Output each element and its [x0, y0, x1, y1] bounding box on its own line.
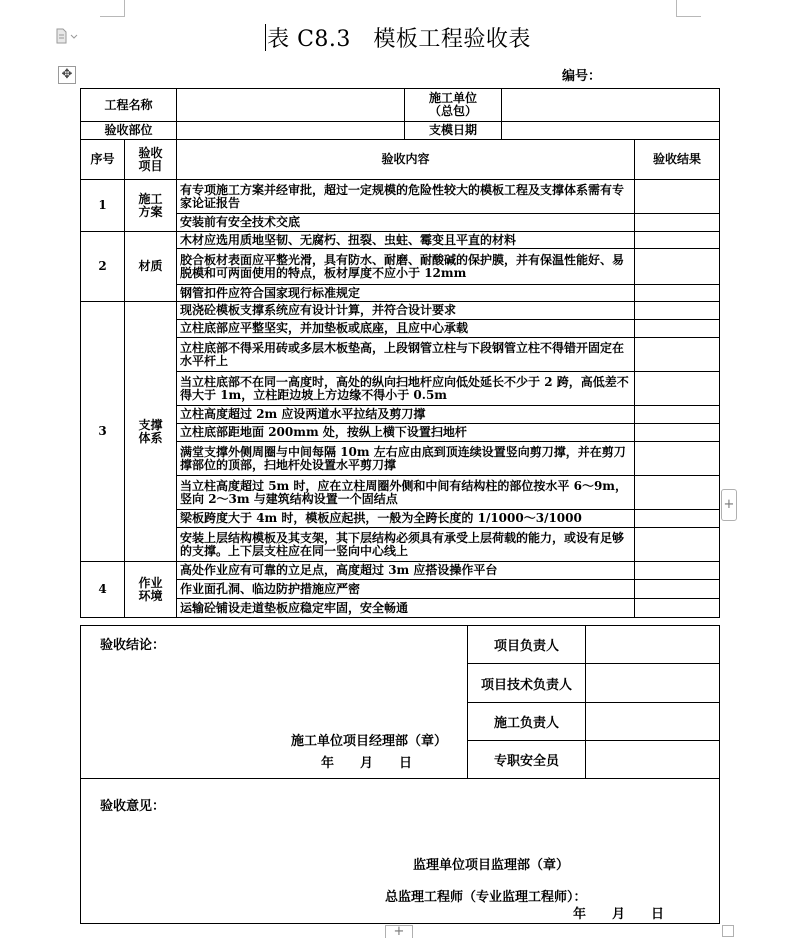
check-item: 现浇砼模板支撑系统应有设计计算，并符合设计要求	[177, 302, 635, 320]
result-cell[interactable]	[635, 372, 720, 406]
check-item: 安装上层结构模板及其支架，其下层结构必须具有承受上层荷载的能力，或设有足够的支撑。上下层支柱应在同一竖向中心线上	[177, 528, 635, 562]
resize-handle[interactable]	[722, 925, 734, 937]
opinion-signer: 监理单位项目监理部（章）	[413, 858, 570, 873]
check-item: 胶合板材表面应平整光滑，具有防水、耐磨、耐酸碱的保护膜，并有保温性能好、易脱模和可两面使用的特点，板材厚度不应小于 12mm	[177, 249, 635, 285]
check-item: 立柱高度超过 2m 应设两道水平拉结及剪刀撑	[177, 406, 635, 424]
col-item	[125, 140, 177, 180]
opinion-date: 年 月 日	[573, 907, 665, 922]
section-seq: 1	[81, 180, 125, 232]
section-name-line1: 施工	[138, 191, 163, 206]
check-item: 当立柱高度超过 5m 时，应在立柱周圈外侧和中间有结构柱的部位按水平 6～9m，竖向 2～3m 与建筑结构设置一个固结点	[177, 476, 635, 510]
conclusion-signer: 施工单位项目经理部（章）	[291, 734, 448, 749]
location-value[interactable]	[177, 122, 405, 140]
result-cell[interactable]	[635, 302, 720, 320]
location-label: 验收部位	[81, 122, 177, 140]
check-item: 作业面孔洞、临边防护措施应严密	[177, 580, 635, 599]
section-name	[125, 180, 177, 232]
col-content: 验收内容	[177, 140, 635, 180]
plus-icon[interactable]: +	[721, 489, 737, 521]
signature-table	[80, 625, 720, 924]
check-item: 有专项施工方案并经审批，超过一定规模的危险性较大的模板工程及支撑体系需有专家论证报告	[177, 180, 635, 214]
result-cell[interactable]	[635, 424, 720, 442]
page-title: 表 C8.3 模板工程验收表	[267, 27, 531, 52]
result-cell[interactable]	[635, 338, 720, 372]
col-seq: 序号	[81, 140, 125, 180]
opinion-engineer: 总监理工程师（专业监理工程师）：	[385, 890, 587, 905]
role-signature[interactable]	[586, 741, 720, 779]
plus-icon[interactable]: +	[385, 925, 413, 938]
role-label: 项目负责人	[468, 626, 586, 664]
role-label: 施工负责人	[468, 703, 586, 741]
section-name-line1: 作业	[138, 575, 163, 590]
section-seq: 2	[81, 232, 125, 302]
check-item: 立柱底部应平整坚实，并加垫板或底座，且应中心承载	[177, 320, 635, 338]
result-cell[interactable]	[635, 249, 720, 285]
number-label: 编号：	[562, 69, 602, 84]
check-item: 立柱底部距地面 200mm 处，按纵上横下设置扫地杆	[177, 424, 635, 442]
role-label: 专职安全员	[468, 741, 586, 779]
date-label: 支模日期	[405, 122, 502, 140]
conclusion-label: 验收结论：	[100, 638, 166, 653]
project-name-label: 工程名称	[81, 89, 177, 122]
result-cell[interactable]	[635, 510, 720, 528]
section-name	[125, 232, 177, 302]
section-name-line2: 方案	[138, 204, 163, 219]
result-cell[interactable]	[635, 214, 720, 232]
result-cell[interactable]	[635, 232, 720, 249]
section-name-line2: 环境	[138, 588, 163, 603]
contractor-label-line1: 施工单位	[429, 91, 478, 105]
inspection-table	[80, 88, 720, 618]
section-seq: 3	[81, 302, 125, 562]
result-cell[interactable]	[635, 599, 720, 618]
crop-mark	[124, 0, 125, 16]
section-name	[125, 562, 177, 618]
col-item-line1: 验收	[138, 145, 163, 160]
date-value[interactable]	[502, 122, 720, 140]
result-cell[interactable]	[635, 285, 720, 302]
role-label: 项目技术负责人	[468, 664, 586, 703]
check-item: 安装前有安全技术交底	[177, 214, 635, 232]
check-item: 当立柱底部不在同一高度时，高处的纵向扫地杆应向低处延长不少于 2 跨，高低差不得大于 1m，立柱距边坡上方边缘不得小于 0.5m	[177, 372, 635, 406]
crop-mark	[100, 16, 125, 17]
contractor-value[interactable]	[502, 89, 720, 122]
contractor-label-line2: （总包）	[429, 104, 478, 118]
check-item: 钢管扣件应符合国家现行标准规定	[177, 285, 635, 302]
section-name-line1: 材质	[138, 259, 163, 273]
section-name-line1: 支撑	[138, 417, 163, 432]
check-item: 梁板跨度大于 4m 时，模板应起拱，一般为全跨长度的 1/1000～3/1000	[177, 510, 635, 528]
role-signature[interactable]	[586, 626, 720, 664]
opinion-label: 验收意见：	[100, 799, 166, 814]
result-cell[interactable]	[635, 442, 720, 476]
crop-mark	[676, 0, 677, 16]
result-cell[interactable]	[635, 580, 720, 599]
result-cell[interactable]	[635, 476, 720, 510]
check-item: 木材应选用质地坚韧、无腐朽、扭裂、虫蛀、霉变且平直的材料	[177, 232, 635, 249]
text-cursor	[265, 24, 266, 51]
result-cell[interactable]	[635, 528, 720, 562]
check-item: 满堂支撑外侧周圈与中间每隔 10m 左右应由底到顶连续设置竖向剪刀撑，并在剪刀撑部位的顶部，扫地杆处设置水平剪刀撑	[177, 442, 635, 476]
project-name-value[interactable]	[177, 89, 405, 122]
result-cell[interactable]	[635, 320, 720, 338]
crop-mark	[676, 16, 701, 17]
col-item-line2: 项目	[138, 158, 163, 173]
conclusion-date: 年 月 日	[321, 756, 413, 771]
result-cell[interactable]	[635, 180, 720, 214]
check-item: 运输砼铺设走道垫板应稳定牢固，安全畅通	[177, 599, 635, 618]
contractor-label	[405, 89, 502, 122]
opinion-cell[interactable]	[81, 779, 720, 924]
role-signature[interactable]	[586, 703, 720, 741]
result-cell[interactable]	[635, 406, 720, 424]
section-name-line2: 体系	[138, 430, 163, 445]
conclusion-cell[interactable]	[81, 626, 468, 779]
col-result: 验收结果	[635, 140, 720, 180]
section-name	[125, 302, 177, 562]
section-seq: 4	[81, 562, 125, 618]
result-cell[interactable]	[635, 562, 720, 580]
move-icon[interactable]: ✥	[58, 66, 76, 84]
check-item: 立柱底部不得采用砖或多层木板垫高，上段钢管立柱与下段钢管立柱不得错开固定在水平杆上	[177, 338, 635, 372]
check-item: 高处作业应有可靠的立足点，高度超过 3m 应搭设操作平台	[177, 562, 635, 580]
role-signature[interactable]	[586, 664, 720, 703]
